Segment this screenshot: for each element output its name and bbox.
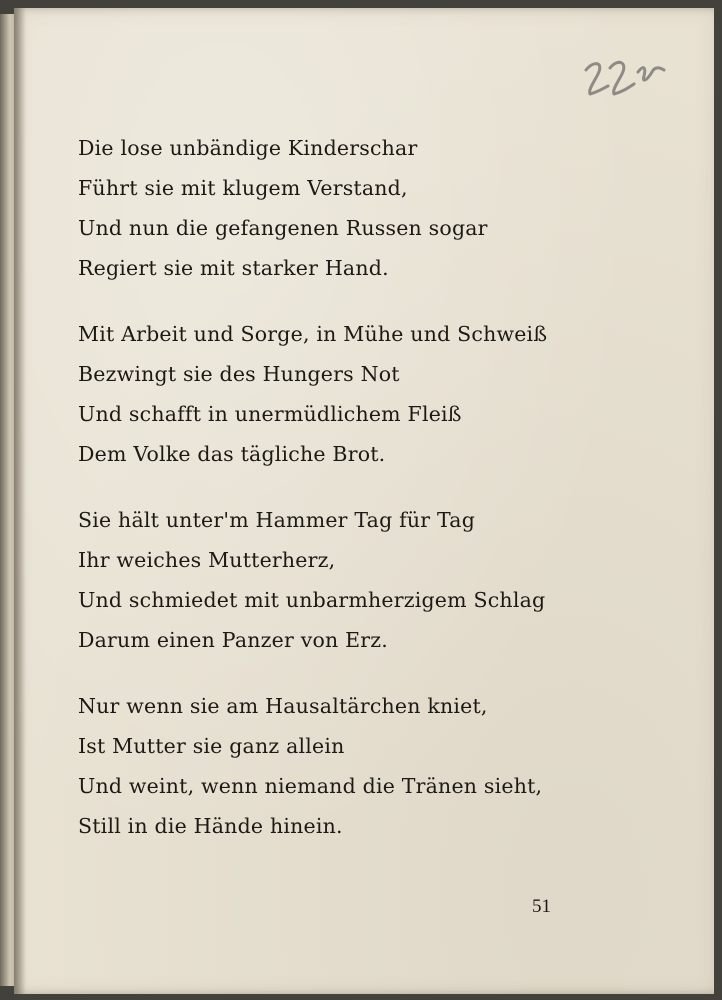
- stanza-3: [78, 500, 678, 660]
- poem-line: Die lose unbändige Kinderschar: [78, 136, 418, 160]
- poem-line: Ist Mutter sie ganz allein: [78, 734, 345, 758]
- poem-line: Mit Arbeit und Sorge, in Mühe und Schweiß: [78, 322, 548, 346]
- poem-line: Regiert sie mit starker Hand.: [78, 256, 389, 280]
- poem-line: Führt sie mit klugem Verstand,: [78, 176, 408, 200]
- poem-line: Nur wenn sie am Hausaltärchen kniet,: [78, 694, 488, 718]
- handwritten-folio-number: [580, 48, 680, 108]
- poem-line: Dem Volke das tägliche Brot.: [78, 442, 386, 466]
- poem-line: Und schafft in unermüdlichem Fleiß: [78, 402, 462, 426]
- poem-line: Und weint, wenn niemand die Tränen sieht,: [78, 774, 543, 798]
- poem-line: Und nun die gefangenen Russen sogar: [78, 216, 488, 240]
- poem-line: Still in die Hände hinein.: [78, 814, 343, 838]
- stanza-2: [78, 314, 678, 474]
- poem-line: Bezwingt sie des Hungers Not: [78, 362, 400, 386]
- poem-line: Darum einen Panzer von Erz.: [78, 628, 389, 652]
- stanza-1: [78, 128, 678, 288]
- poem-line: Und schmiedet mit unbarmherzigem Schlag: [78, 588, 546, 612]
- stanza-4: [78, 686, 678, 846]
- poem-line: Ihr weiches Mutterherz,: [78, 548, 336, 572]
- spine-shadow: [14, 8, 26, 994]
- poem-line: Sie hält unter'm Hammer Tag für Tag: [78, 508, 476, 532]
- page-number: 51: [532, 896, 551, 917]
- poem: [78, 128, 678, 872]
